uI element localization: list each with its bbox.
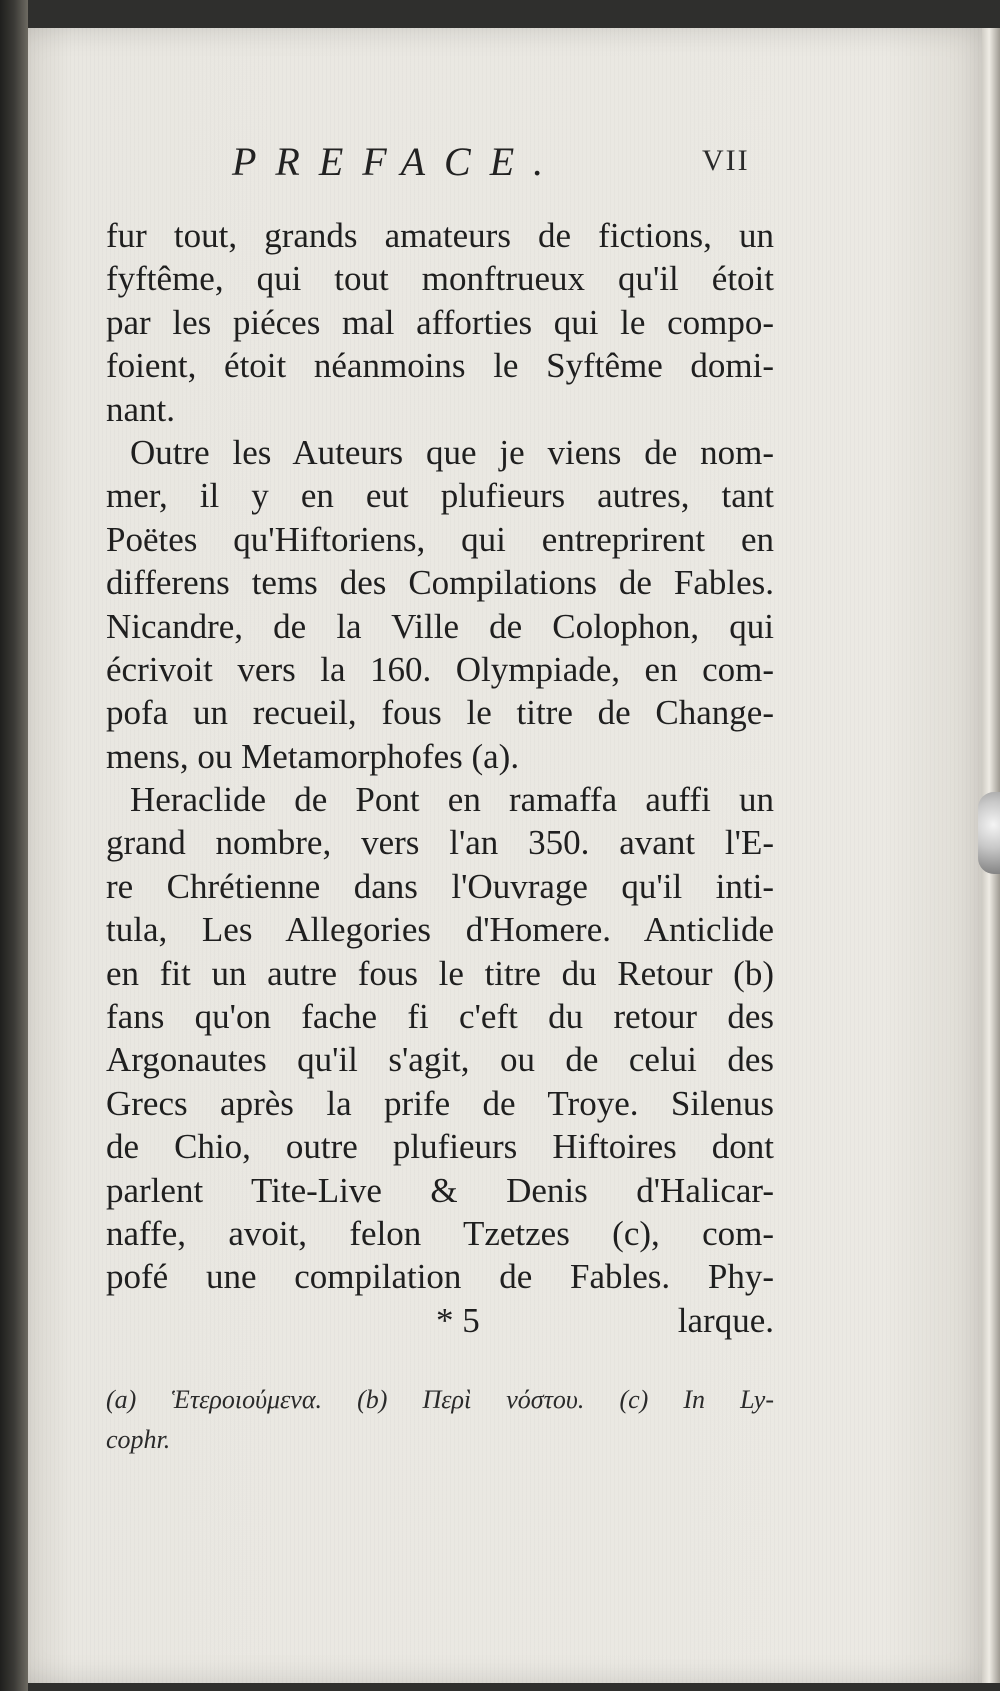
running-head: PREFACE. [232,139,563,184]
footnote-line: cophr. [106,1425,171,1454]
text-line: differens tems des Compilations de Fables. [106,563,774,603]
text-line: foient, étoit néanmoins le Syftême domi- [106,346,774,386]
signature-line [106,1299,774,1342]
body-text [106,214,774,1342]
text-line: pofa un recueil, fous le titre de Change- [106,693,774,733]
text-line: naffe, avoit, felon Tzetzes (c), com- [106,1213,774,1253]
text-line: parlent Tite-Live & Denis d'Halicar- [106,1170,774,1210]
text-line: Nicandre, de la Ville de Colophon, qui [106,606,774,646]
text-line: grand nombre, vers l'an 350. avant l'E- [106,823,774,863]
catchword: larque. [677,1300,774,1340]
page-number: VII [702,144,750,177]
text-line: Grecs après la prife de Troye. Silenus [106,1083,774,1123]
text-line: Argonautes qu'il s'agit, ou de celui des [106,1040,774,1080]
footnotes [106,1380,774,1460]
text-line: mer, il y en eut plufieurs autres, tant [106,476,774,516]
text-line: écrivoit vers la 160. Olympiade, en com- [106,649,774,689]
text-line: Heraclide de Pont en ramaffa auffi un [130,780,774,820]
text-line: de Chio, outre plufieurs Hiftoires dont [106,1127,774,1167]
text-line: pofé une compilation de Fables. Phy- [106,1257,774,1297]
text-line: nant. [106,389,176,429]
text-line: fyftême, qui tout monftrueux qu'il étoit [106,259,774,299]
signature-mark: * 5 [436,1300,480,1340]
footnote-line: (a) Ἑτεροιούμενα. (b) Περὶ νόστου. (c) In Ly- [106,1385,774,1414]
text-line: re Chrétienne dans l'Ouvrage qu'il inti- [106,866,774,906]
book-binding [0,0,28,1691]
text-line: tula, Les Allegories d'Homere. Anticlide [106,910,774,950]
text-line: Poëtes qu'Hiftoriens, qui entreprirent en [106,519,774,559]
page-tab-marker [978,792,1000,874]
text-line: fans qu'on fache fi c'eft du retour des [106,997,774,1037]
text-line: fur tout, grands amateurs de fictions, un [106,216,774,255]
text-line: en fit un autre fous le titre du Retour (b) [106,953,774,993]
text-line: Outre les Auteurs que je viens de nom- [130,432,774,472]
text-line: mens, ou Metamorphofes (a). [106,736,520,776]
text-line: par les piéces mal afforties qui le compo- [106,302,774,342]
